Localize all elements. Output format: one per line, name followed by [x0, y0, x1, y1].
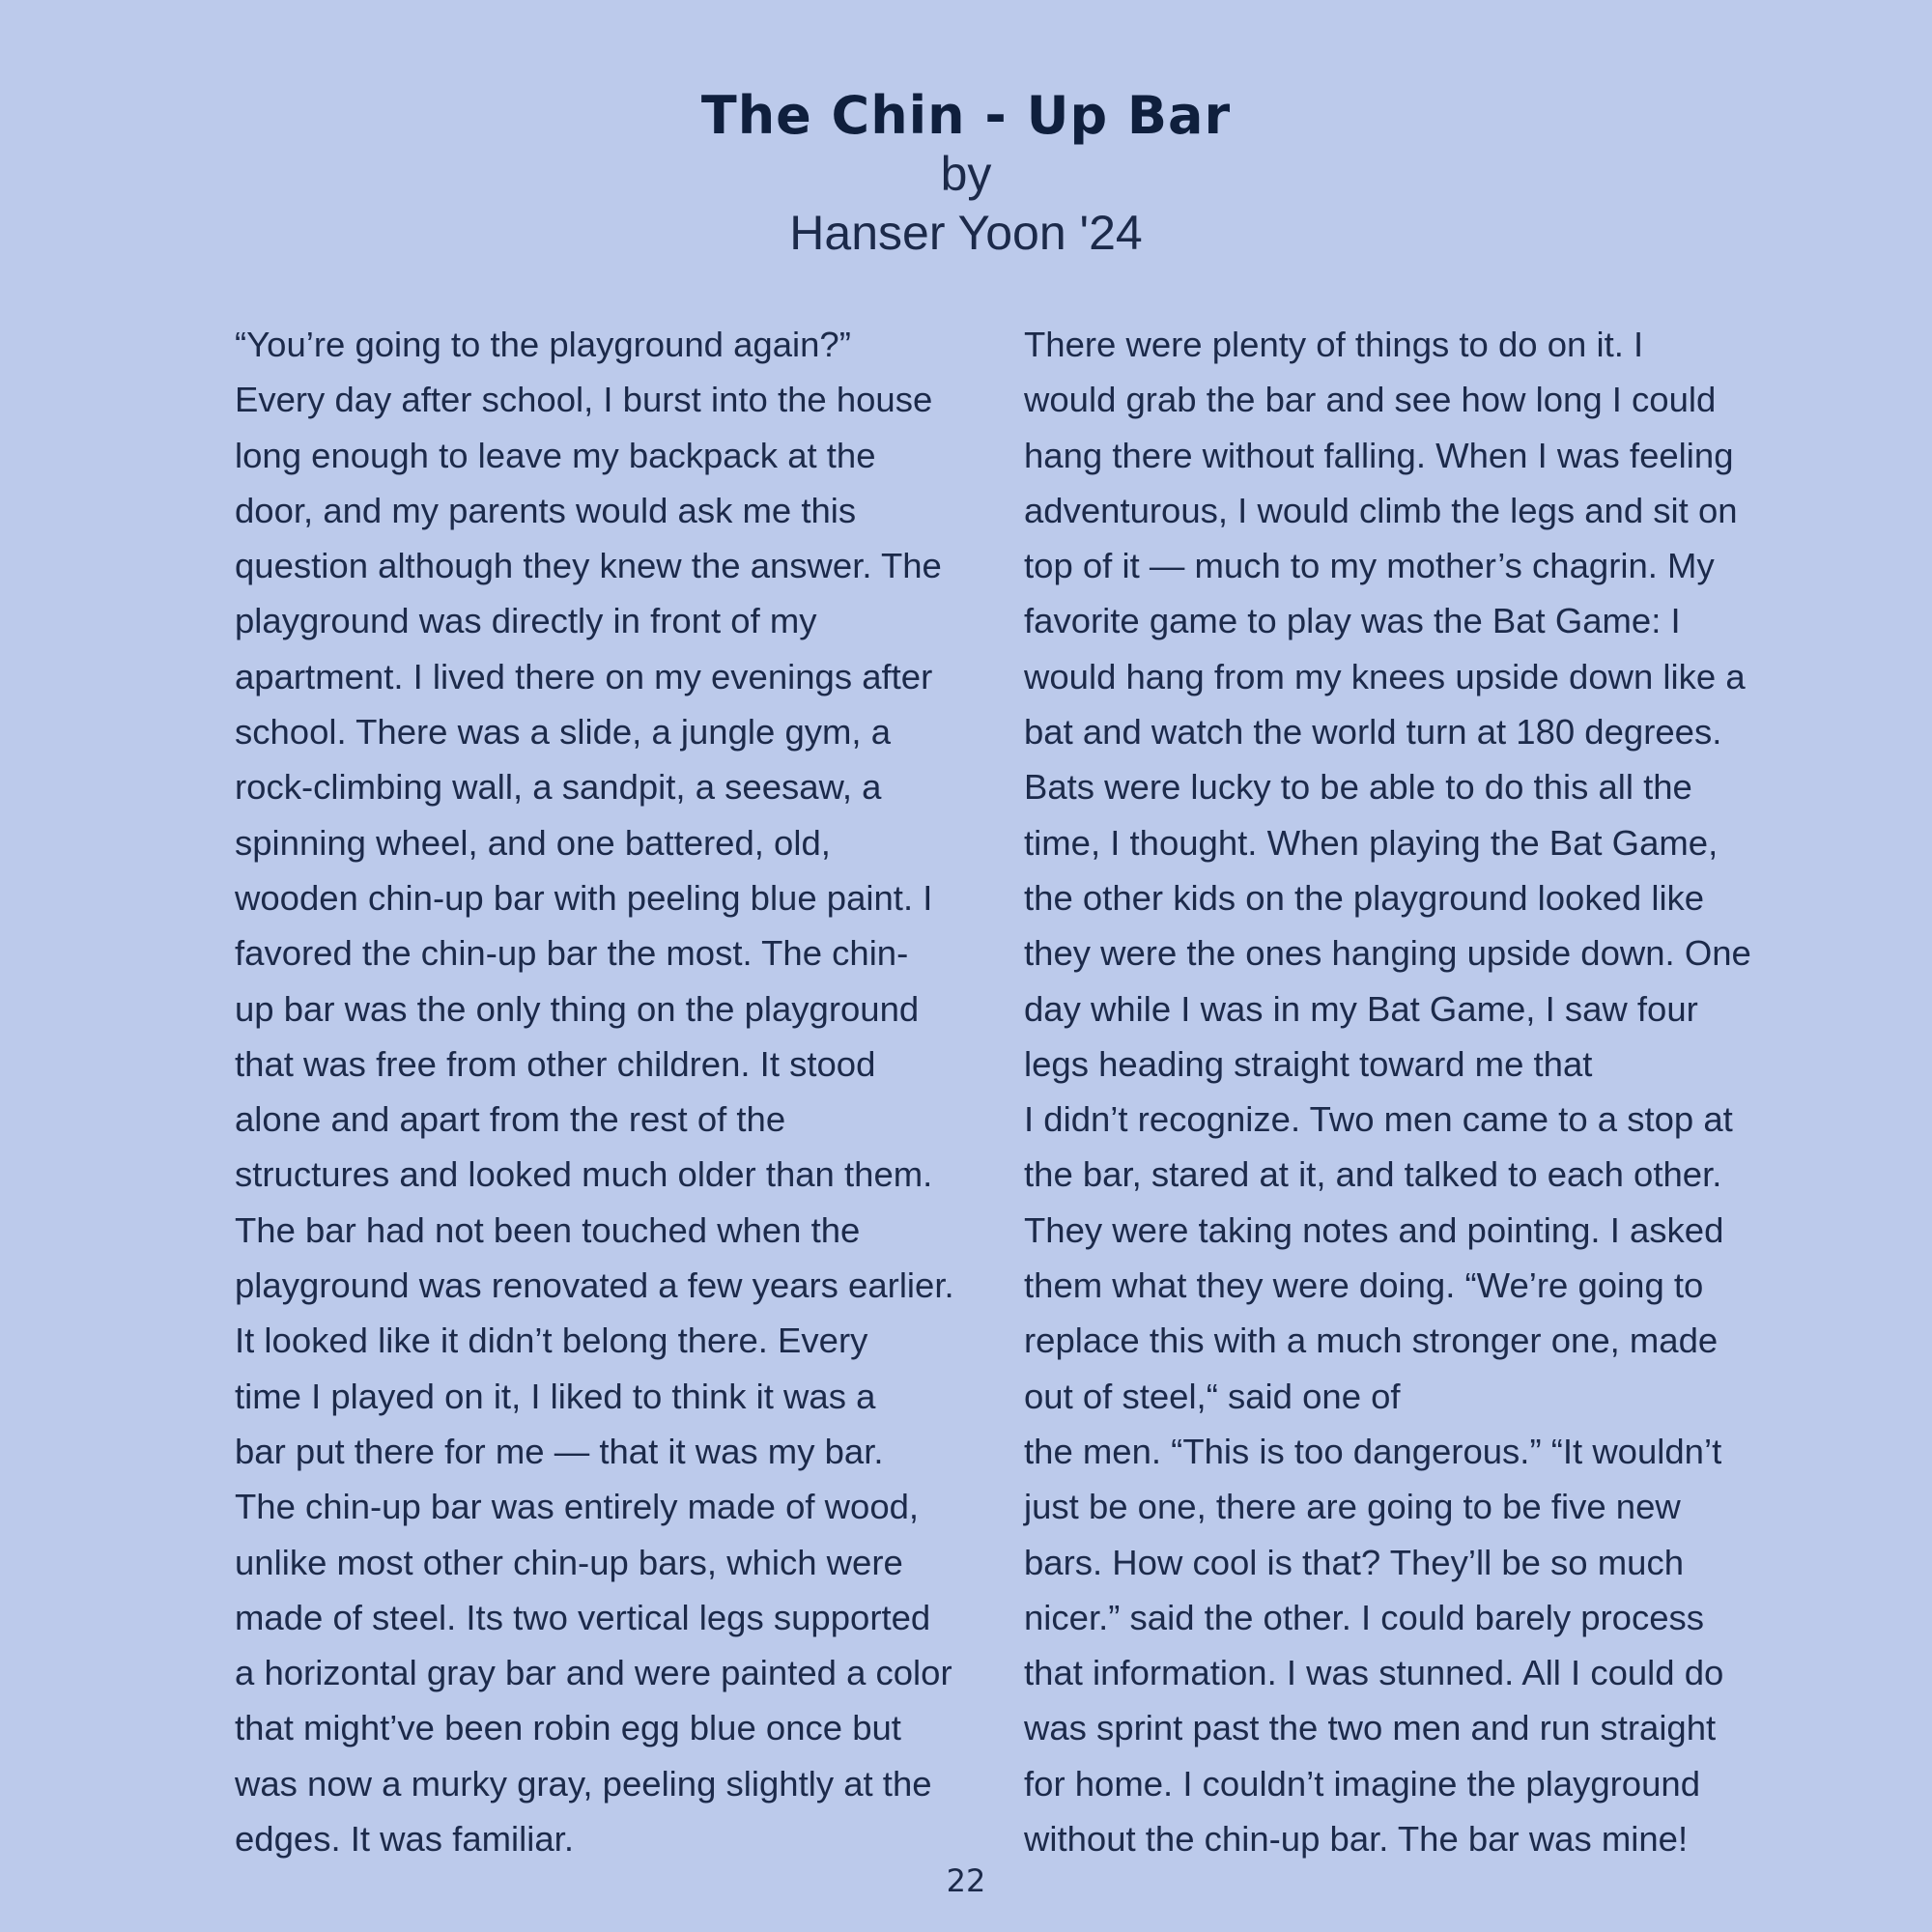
text-line: them what they were doing. “We’re going to [1024, 1265, 1704, 1306]
text-line: replace this with a much stronger one, made [1024, 1321, 1719, 1361]
text-line: that was free from other children. It stood [235, 1043, 876, 1084]
text-line: school. There was a slide, a jungle gym, a [235, 712, 891, 753]
text-line: edges. It was familiar. [235, 1819, 574, 1860]
text-line: Every day after school, I burst into the house [235, 380, 933, 420]
text-line: bat and watch the world turn at 180 degrees. [1024, 712, 1722, 753]
text-line: favored the chin-up bar the most. The chin- [235, 933, 909, 974]
text-line: It looked like it didn’t belong there. Every [235, 1321, 868, 1361]
text-line: door, and my parents would ask me this [235, 490, 857, 530]
text-line: wooden chin-up bar with peeling blue paint. I [235, 877, 933, 918]
text-line: just be one, there are going to be five new [1024, 1487, 1681, 1527]
text-line: was sprint past the two men and run straight [1024, 1708, 1717, 1748]
text-line: they were the ones hanging upside down. One [1024, 933, 1751, 974]
text-line: long enough to leave my backpack at the [235, 435, 876, 475]
text-line: legs heading straight toward me that [1024, 1043, 1593, 1084]
text-line: top of it — much to my mother’s chagrin. My [1024, 546, 1715, 586]
text-line: was now a murky gray, peeling slightly at the [235, 1763, 932, 1804]
text-line: bars. How cool is that? They’ll be so much [1024, 1542, 1685, 1582]
text-line: made of steel. Its two vertical legs supported [235, 1597, 931, 1637]
text-line: “You’re going to the playground again?” [235, 325, 851, 364]
text-line: a horizontal gray bar and were painted a color [235, 1653, 952, 1693]
text-line: playground was renovated a few years earlier. [235, 1265, 954, 1306]
text-line: time, I thought. When playing the Bat Game, [1024, 822, 1719, 863]
text-line: without the chin-up bar. The bar was mine! [1024, 1819, 1689, 1860]
text-line: hang there without falling. When I was feeling [1024, 435, 1734, 475]
text-line: structures and looked much older than them. [235, 1154, 933, 1195]
story-title: The Chin - Up Bar [700, 85, 1232, 146]
text-line: that information. I was stunned. All I could do [1024, 1653, 1724, 1693]
text-line: that might’ve been robin egg blue once but [235, 1708, 901, 1748]
author-name: Hanser Yoon '24 [789, 206, 1143, 260]
text-line: for home. I couldn’t imagine the playground [1024, 1763, 1701, 1804]
text-line: the other kids on the playground looked like [1024, 877, 1705, 918]
text-line: time I played on it, I liked to think it was a [235, 1376, 876, 1416]
left-text-column [235, 317, 998, 1866]
text-line: would grab the bar and see how long I could [1024, 380, 1717, 420]
text-line: the men. “This is too dangerous.” “It wouldn’t [1024, 1431, 1722, 1471]
text-line: the bar, stared at it, and talked to each other. [1024, 1154, 1722, 1195]
text-line: The chin-up bar was entirely made of wood, [235, 1487, 920, 1527]
text-line: They were taking notes and pointing. I asked [1024, 1209, 1724, 1250]
text-line: question although they knew the answer. The [235, 546, 942, 586]
text-line: adventurous, I would climb the legs and sit on [1024, 490, 1738, 530]
text-line: unlike most other chin-up bars, which were [235, 1542, 903, 1582]
text-line: I didn’t recognize. Two men came to a stop at [1024, 1099, 1733, 1140]
text-line: nicer.” said the other. I could barely process [1024, 1597, 1705, 1637]
byline-by: by [940, 147, 992, 201]
page-number: 22 [946, 1862, 986, 1899]
text-line: out of steel,“ said one of [1024, 1376, 1401, 1416]
text-line: apartment. I lived there on my evenings after [235, 656, 933, 696]
text-line: There were plenty of things to do on it. I [1024, 325, 1644, 364]
text-line: playground was directly in front of my [235, 601, 817, 641]
text-line: would hang from my knees upside down like a [1024, 656, 1746, 696]
right-text-column [1024, 317, 1787, 1866]
text-line: day while I was in my Bat Game, I saw four [1024, 988, 1698, 1029]
text-line: Bats were lucky to be able to do this all the [1024, 767, 1692, 808]
text-line: spinning wheel, and one battered, old, [235, 822, 831, 863]
text-line: favorite game to play was the Bat Game: I [1024, 601, 1681, 641]
text-line: rock-climbing wall, a sandpit, a seesaw, a [235, 767, 882, 808]
text-line: The bar had not been touched when the [235, 1209, 861, 1250]
text-line: bar put there for me — that it was my bar. [235, 1431, 884, 1471]
text-line: up bar was the only thing on the playground [235, 988, 920, 1029]
text-line: alone and apart from the rest of the [235, 1099, 786, 1140]
